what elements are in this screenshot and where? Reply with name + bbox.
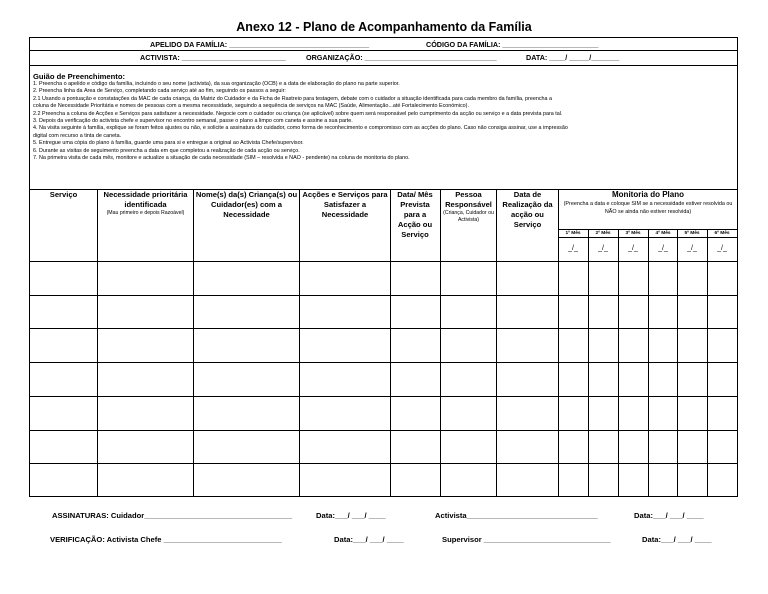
month-date-placeholder[interactable]: _/_ — [568, 245, 578, 252]
month-header: 6º Mês — [714, 231, 730, 236]
plan-table — [30, 189, 737, 497]
month-header: 5º Mês — [684, 231, 700, 236]
guide-line: 5. Entregue uma cópia do plano à família, guarde uma para si e entregue a original ao Activista Chefe/supervisor. — [33, 140, 304, 147]
guide-line: 1. Preencha o apelido e código da família, incluindo o seu nome (activista), da sua organização (OCB) e a data de elaboração do plano na parte superior. — [33, 81, 400, 87]
fill-guide — [33, 72, 733, 162]
month-date-placeholder[interactable]: _/_ — [598, 245, 608, 252]
guide-line: 7. Na primeira visita de cada mês, monitore e actualize a situação de cada necessidade (SIM – resolvida e NÃO - pendente) na coluna de monitoria do plano. — [33, 155, 410, 162]
supervisor-date[interactable]: Data:___/ ___/ ____ — [642, 535, 712, 544]
col-header-names: Nome(s) da(s) Criança(s) ou Cuidador(es) com a Necessidade — [195, 190, 298, 219]
month-date-placeholder[interactable]: _/_ — [628, 245, 638, 252]
col-header-actions: Acções e Serviços para Satisfazer a Necessidade — [302, 190, 388, 219]
month-date-placeholder[interactable]: _/_ — [687, 245, 697, 252]
month-divider — [677, 229, 678, 497]
activist-field[interactable]: ACTIVISTA: __________________________ — [140, 53, 286, 62]
month-divider — [707, 229, 708, 497]
col-divider — [390, 189, 391, 497]
caregiver-signature[interactable]: ASSINATURAS: Cuidador___________________________________ — [52, 511, 293, 520]
chief-activist-date[interactable]: Data:___/ ___/ ____ — [334, 535, 404, 544]
caregiver-signature-date[interactable]: Data:___/ ___/ ____ — [316, 511, 386, 520]
table-row[interactable] — [30, 430, 737, 431]
monitoring-subtitle: (Preencha a data e coloque SIM se a necessidade estiver resolvida ou NÃO se ainda não estiver resolvida) — [563, 201, 733, 215]
month-header: 2º Mês — [595, 231, 611, 236]
date-field[interactable]: DATA: ____/ _____/_______ — [526, 53, 620, 62]
organization-field[interactable]: ORGANIZAÇÃO: _________________________________ — [306, 53, 497, 62]
family-surname-field[interactable]: APELIDO DA FAMÍLIA: ___________________________________ — [150, 40, 370, 49]
header-divider-2 — [30, 65, 737, 66]
month-divider — [618, 229, 619, 497]
guide-line: 4. Na visita seguinte à família, explique se foram feitos ajustes ou não, e solicite a assinatura do cuidador, como forma de reconhecimento e compromisso com as acções do plano. Caso não consiga assinar, use a impressão — [33, 125, 568, 132]
month-date-placeholder[interactable]: _/_ — [658, 245, 668, 252]
guide-line: 6. Durante as visitas de seguimento preencha a data em que completou a realização de cada acção ou serviço. — [33, 147, 300, 154]
table-row[interactable] — [30, 463, 737, 464]
col-divider — [193, 189, 194, 497]
col-header-completion-date: Data de Realização da acção ou Serviço — [502, 190, 553, 229]
month-header: 1º Mês — [565, 231, 581, 236]
guide-line: 2.2 Preencha a coluna de Acções e Serviços para satisfazer a necessidade. Negocie com o cuidador ou criança (se aplicável) sobre quem será responsável pelo cumprimento da acção ou serviço e a data prevista para tal. — [33, 110, 563, 117]
col-divider — [496, 189, 497, 497]
monitoring-title: Monitoria do Plano — [612, 190, 684, 199]
col-divider — [440, 189, 441, 497]
table-row[interactable] — [30, 362, 737, 363]
col-header-need: Necessidade prioritária identificada (Mau primeiro e depois Razoável) — [98, 190, 193, 217]
page-title: Anexo 12 - Plano de Acompanhamento da Família — [236, 20, 532, 34]
table-row[interactable] — [30, 396, 737, 397]
guide-line: 2.1 Usando a pontuação e constatações da MAC de cada criança, da Matriz do Cuidador e da Ficha de Rastreio para testagem, debate com o cuidador a situação identificada para cada membro da família, preencha a — [33, 95, 553, 102]
col-header-responsible-note: (Criança, Cuidador ou Activista) — [443, 210, 494, 223]
table-row[interactable] — [30, 261, 737, 262]
col-header-responsible: Pessoa Responsável (Criança, Cuidador ou Activista) — [441, 190, 496, 224]
supervisor-signature[interactable]: Supervisor ______________________________ — [442, 535, 611, 544]
form-box — [29, 37, 738, 544]
activist-signature[interactable]: Activista_______________________________ — [435, 511, 598, 520]
month-divider — [588, 229, 589, 497]
guide-line: digital com recurso a tinta de caneta. — [33, 132, 122, 139]
col-header-need-note: (Mau primeiro e depois Razoável) — [106, 210, 185, 216]
chief-activist-verification[interactable]: VERIFICAÇÃO: Activista Chefe ____________________________ — [50, 535, 282, 544]
activist-signature-date[interactable]: Data:___/ ___/ ____ — [634, 511, 704, 520]
table-row[interactable] — [30, 295, 737, 296]
family-code-field[interactable]: CÓDIGO DA FAMÍLIA: ________________________ — [426, 40, 599, 49]
month-divider — [648, 229, 649, 497]
guide-line: 2. Preencha linha da Área de Serviço, completando cada serviço até ao fim, seguindo os passos a seguir: — [33, 88, 286, 95]
header-divider — [30, 50, 737, 51]
month-header: 3º Mês — [625, 231, 641, 236]
guide-line: coluna de Necessidade Prioritária e nomes de pessoas com a mesma necessidade, seguindo a sequência de serviços na MAC (Saúde, Alimentação...até Fortalecimento Económico). — [33, 103, 469, 110]
month-header: 4º Mês — [655, 231, 671, 236]
col-header-planned-date: Data/ Mês Prevista para a Acção ou Serviço — [397, 190, 433, 239]
table-row[interactable] — [30, 328, 737, 329]
col-divider — [97, 189, 98, 497]
month-date-placeholder[interactable]: _/_ — [717, 245, 727, 252]
guide-heading: Guião de Preenchimento: — [33, 72, 125, 81]
guide-line: 3. Depois da verificação do activista chefe e supervisor no encontro semanal, passe o plano a limpo com caneta e assine a sua parte. — [33, 118, 353, 125]
col-header-service: Serviço — [49, 190, 78, 199]
col-divider — [299, 189, 300, 497]
